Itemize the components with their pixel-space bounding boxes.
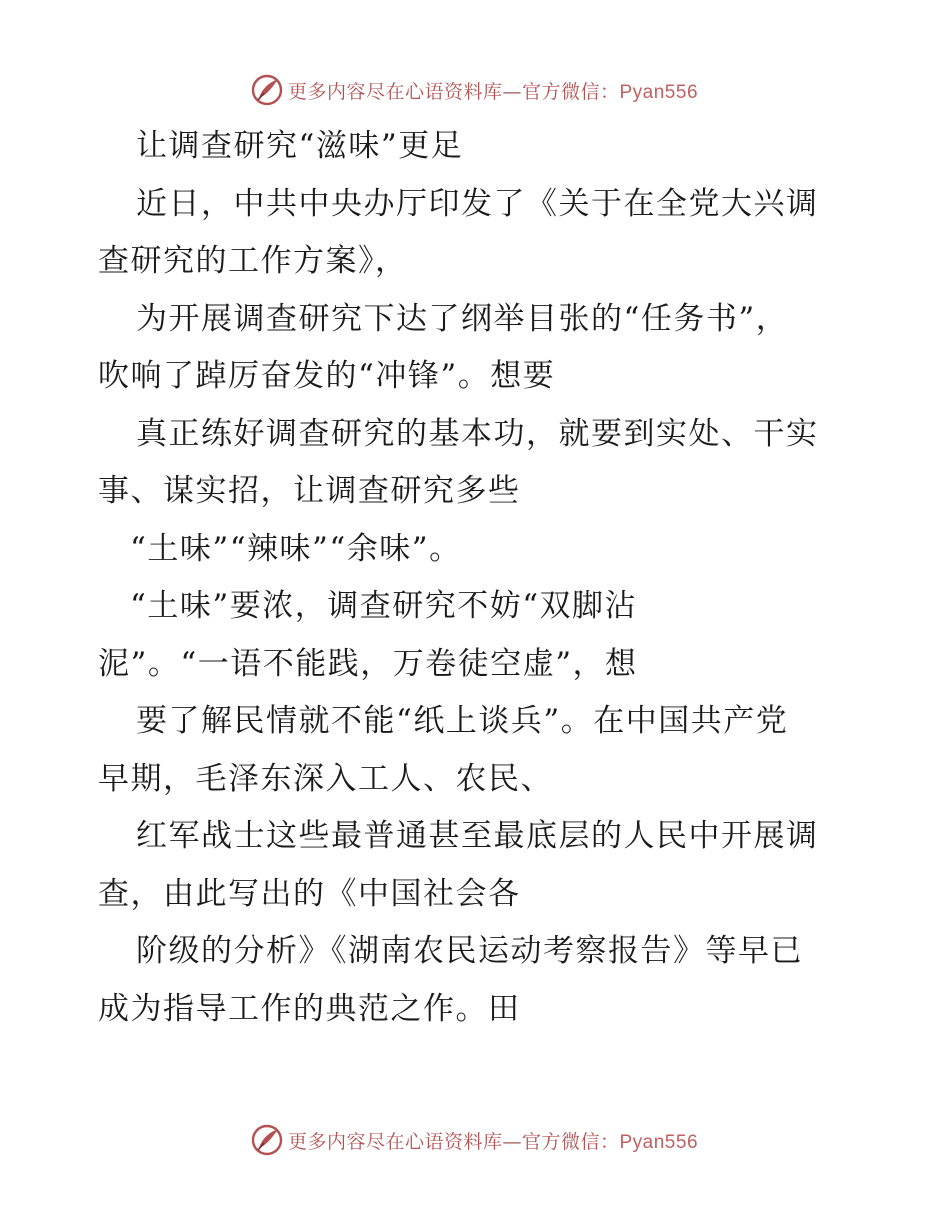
feather-pen-logo-icon	[250, 73, 284, 107]
watermark-slogan: 更多内容尽在心语资料库	[287, 80, 503, 103]
watermark-text	[288, 77, 698, 104]
text-line: 要了解民情就不能“纸上谈兵”。在中国共产党	[136, 703, 789, 739]
text-line: 查研究的工作方案》，	[98, 243, 408, 279]
text-line: 泥”。“一语不能践，万卷徒空虚”，想	[98, 645, 638, 682]
text-line: “土味”要浓，调查研究不妨“双脚沾	[130, 588, 638, 624]
feather-pen-logo-icon	[250, 1123, 284, 1157]
watermark-group	[250, 1123, 698, 1157]
text-line: 为开展调查研究下达了纲举目张的“任务书”，	[136, 300, 789, 337]
header-watermark	[0, 70, 950, 110]
text-line: 真正练好调查研究的基本功，就要到实处、干实	[136, 415, 819, 452]
text-line: 查，由此写出的《中国社会各	[98, 875, 521, 912]
text-line: 让调查研究“滋味”更足	[136, 128, 464, 164]
document-body	[98, 118, 858, 1038]
text-line: 吹响了踔厉奋发的“冲锋”。想要	[98, 358, 556, 394]
watermark-group	[250, 73, 698, 107]
watermark-wechat-label: 官方微信：	[521, 1130, 620, 1153]
text-line: 阶级的分析》《湖南农民运动考察报告》等早已	[136, 933, 803, 969]
watermark-separator: —	[502, 1130, 522, 1153]
text-line: 事、谋实招，让调查研究多些	[98, 473, 521, 509]
text-line: 成为指导工作的典范之作。田	[98, 990, 521, 1027]
watermark-text	[288, 1127, 698, 1154]
watermark-slogan: 更多内容尽在心语资料库	[287, 1130, 503, 1153]
text-line: 早期，毛泽东深入工人、农民、	[98, 760, 553, 797]
watermark-separator: —	[502, 80, 522, 103]
text-line: 红军战士这些最普通甚至最底层的人民中开展调	[136, 818, 819, 854]
watermark-wechat-id: Pyan556	[619, 81, 699, 103]
text-line: “土味”“辣味”“余味”。	[130, 530, 462, 567]
footer-watermark	[0, 1120, 950, 1160]
text-line: 近日，中共中央办厅印发了《关于在全党大兴调	[136, 185, 819, 222]
watermark-wechat-id: Pyan556	[619, 1131, 699, 1153]
watermark-wechat-label: 官方微信：	[521, 80, 620, 103]
